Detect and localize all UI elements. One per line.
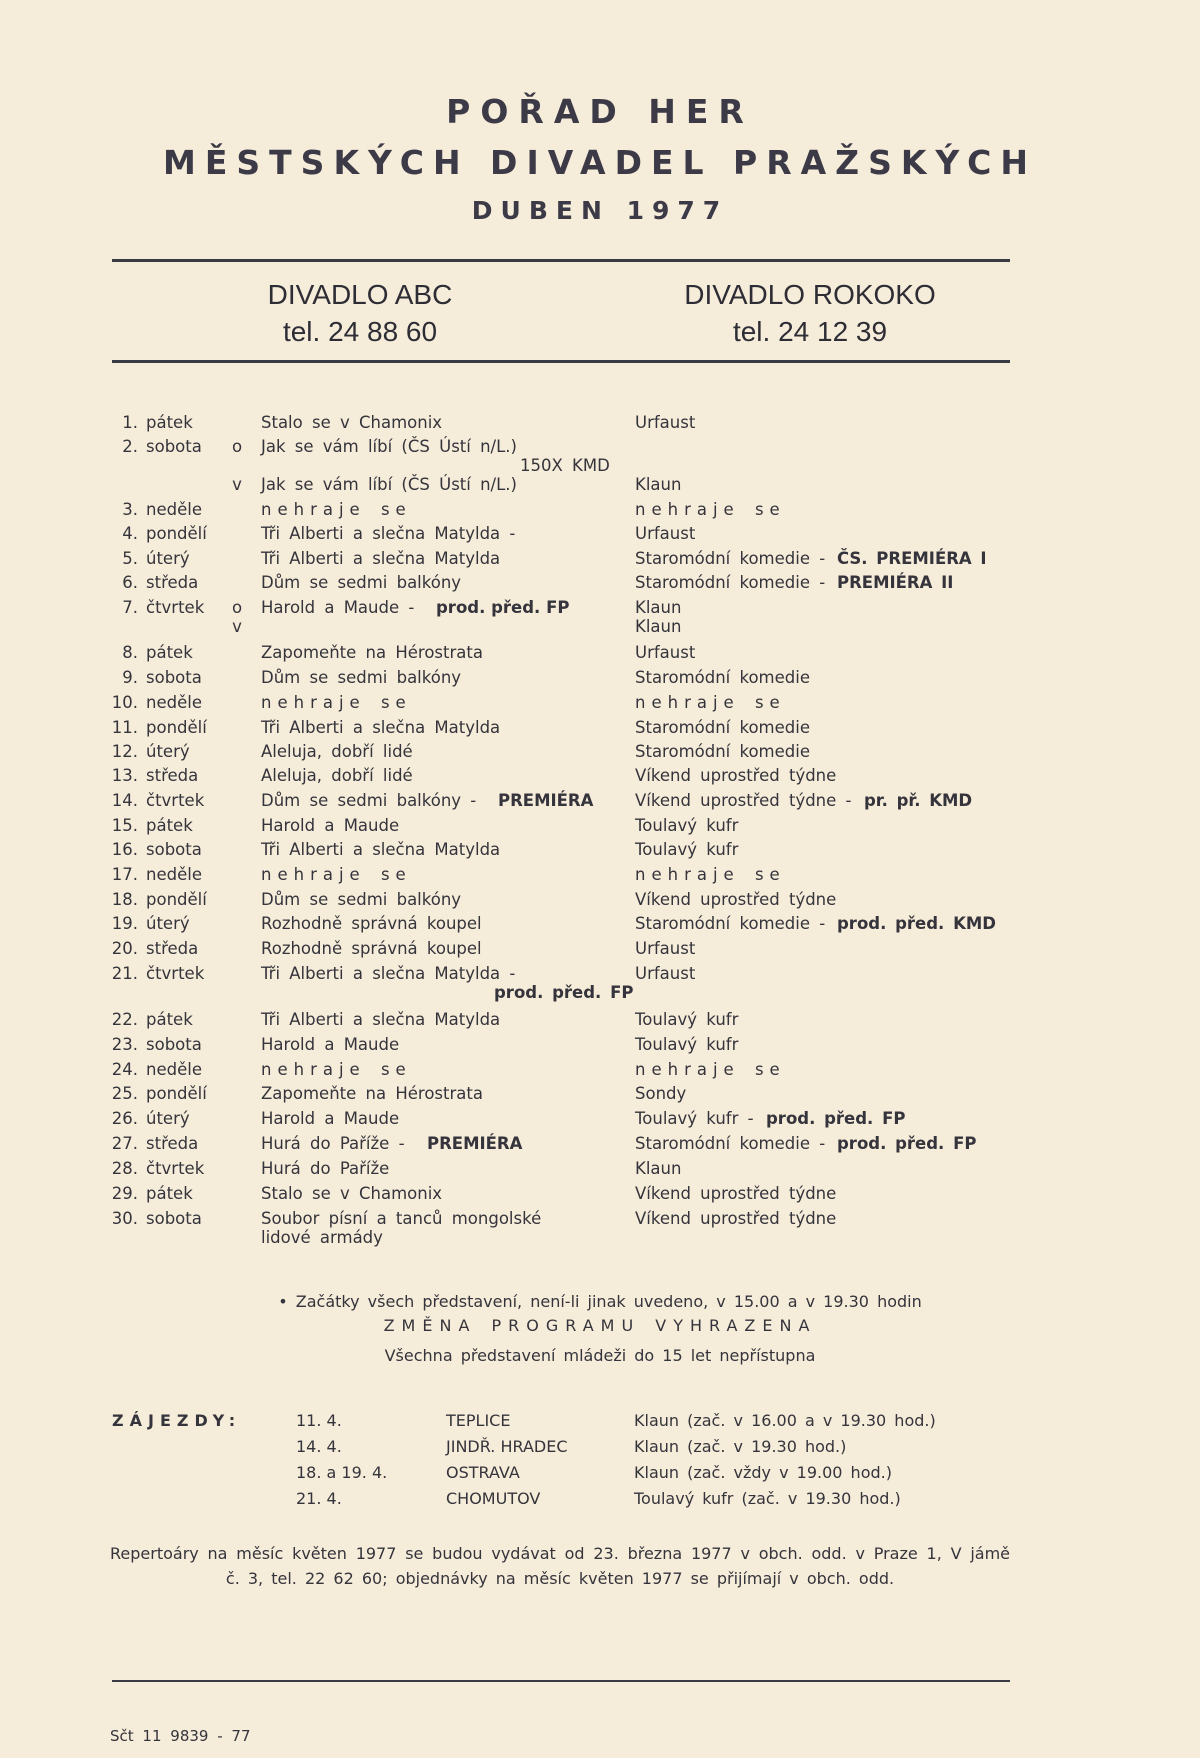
rokoko-play: Víkend uprostřed týdne bbox=[635, 1184, 837, 1203]
abc-play-highlight: prod. před. FP bbox=[494, 983, 634, 1002]
abc-play: Zapomeňte na Hérostrata bbox=[261, 1084, 483, 1103]
rokoko-play: Toulavý kufr bbox=[635, 1010, 739, 1029]
day-number: 28. bbox=[111, 1159, 138, 1178]
weekday: pondělí bbox=[146, 890, 207, 909]
rokoko-play: Toulavý kufr bbox=[635, 1035, 739, 1054]
weekday: úterý bbox=[146, 549, 190, 568]
abc-play: Harold a Maude bbox=[261, 816, 400, 835]
abc-play: Harold a Maude bbox=[261, 1109, 400, 1128]
trip-city: OSTRAVA bbox=[446, 1463, 520, 1482]
rokoko-play: Urfaust bbox=[635, 939, 696, 958]
youth-note: Všechna představení mládeži do 15 let nepřístupna bbox=[384, 1346, 816, 1365]
rokoko-play-highlight: prod. před. FP bbox=[766, 1109, 906, 1128]
abc-play: Jak se vám líbí (ČS Ústí n/L.) bbox=[261, 437, 517, 456]
rokoko-play: Urfaust bbox=[635, 964, 696, 983]
abc-play: nehraje se bbox=[261, 1060, 412, 1079]
weekday: pátek bbox=[146, 1010, 193, 1029]
rokoko-play: Urfaust bbox=[635, 524, 696, 543]
weekday: úterý bbox=[146, 1109, 190, 1128]
program-change-note: ZMĚNA PROGRAMU VYHRAZENA bbox=[383, 1316, 817, 1335]
rokoko-play: Klaun bbox=[635, 617, 682, 636]
rokoko-play-highlight: ČS. PREMIÉRA I bbox=[837, 549, 987, 568]
trip-date: 11. 4. bbox=[296, 1411, 342, 1430]
rokoko-play: nehraje se bbox=[635, 1060, 786, 1079]
day-number: 24. bbox=[111, 1060, 138, 1079]
rokoko-play: Klaun bbox=[635, 1159, 682, 1178]
trip-date: 21. 4. bbox=[296, 1489, 342, 1508]
abc-play: Dům se sedmi balkóny bbox=[261, 668, 462, 687]
abc-play-highlight: PREMIÉRA bbox=[498, 791, 594, 810]
abc-play-highlight: PREMIÉRA bbox=[427, 1134, 523, 1153]
abc-play: Harold a Maude - bbox=[261, 598, 415, 617]
abc-play: Dům se sedmi balkóny bbox=[261, 573, 462, 592]
weekday: neděle bbox=[146, 500, 202, 519]
abc-play: Tři Alberti a slečna Matylda bbox=[261, 1010, 501, 1029]
rokoko-play: Klaun bbox=[635, 598, 682, 617]
day-number: 1. bbox=[122, 413, 138, 432]
day-number: 15. bbox=[111, 816, 138, 835]
theatre-abc-phone: tel. 24 88 60 bbox=[282, 316, 438, 347]
abc-play: Tři Alberti a slečna Matylda bbox=[261, 549, 501, 568]
weekday: pondělí bbox=[146, 524, 207, 543]
day-number: 17. bbox=[111, 865, 138, 884]
day-number: 4. bbox=[122, 524, 138, 543]
weekday: sobota bbox=[146, 668, 202, 687]
abc-play: Dům se sedmi balkóny - bbox=[261, 791, 477, 810]
theatre-abc bbox=[150, 276, 570, 350]
rokoko-play: Toulavý kufr bbox=[635, 840, 739, 859]
trip-info: Toulavý kufr (zač. v 19.30 hod.) bbox=[634, 1489, 901, 1508]
weekday: středa bbox=[146, 1134, 199, 1153]
trip-info: Klaun (zač. v 19.30 hod.) bbox=[634, 1437, 847, 1456]
trip-info: Klaun (zač. vždy v 19.00 hod.) bbox=[634, 1463, 892, 1482]
rokoko-play-highlight: prod. před. KMD bbox=[837, 914, 996, 933]
abc-play: Hurá do Paříže - bbox=[261, 1134, 405, 1153]
day-number: 6. bbox=[122, 573, 138, 592]
rokoko-play: nehraje se bbox=[635, 865, 786, 884]
abc-play: lidové armády bbox=[261, 1228, 383, 1247]
rokoko-play: Víkend uprostřed týdne - bbox=[635, 791, 852, 810]
day-number: 13. bbox=[111, 766, 138, 785]
day-number: 19. bbox=[111, 914, 138, 933]
day-number: 27. bbox=[111, 1134, 138, 1153]
weekday: sobota bbox=[146, 1209, 202, 1228]
trips-label: ZÁJEZDY: bbox=[112, 1411, 242, 1430]
day-number: 23. bbox=[111, 1035, 138, 1054]
day-number: 22. bbox=[111, 1010, 138, 1029]
day-number: 10. bbox=[111, 693, 138, 712]
abc-play-note: 150X KMD bbox=[520, 456, 610, 475]
weekday: pátek bbox=[146, 413, 193, 432]
theatre-rokoko-phone: tel. 24 12 39 bbox=[732, 316, 888, 347]
abc-play: Dům se sedmi balkóny bbox=[261, 890, 462, 909]
day-number: 9. bbox=[122, 668, 138, 687]
trip-city: TEPLICE bbox=[446, 1411, 511, 1430]
performance-mark: o bbox=[231, 437, 243, 456]
theatre-rokoko-name: DIVADLO ROKOKO bbox=[684, 279, 936, 310]
start-times-note: • Začátky všech představení, není-li jinak uvedeno, v 15.00 a v 19.30 hodin bbox=[278, 1292, 922, 1311]
day-number: 21. bbox=[111, 964, 138, 983]
weekday: sobota bbox=[146, 840, 202, 859]
rokoko-play: Sondy bbox=[635, 1084, 687, 1103]
weekday: středa bbox=[146, 939, 199, 958]
day-number: 20. bbox=[111, 939, 138, 958]
rokoko-play: nehraje se bbox=[635, 500, 786, 519]
theatre-abc-name: DIVADLO ABC bbox=[267, 279, 453, 310]
weekday: čtvrtek bbox=[146, 1159, 205, 1178]
day-number: 30. bbox=[111, 1209, 138, 1228]
divider-bottom bbox=[112, 1680, 1010, 1682]
abc-play: Aleluja, dobří lidé bbox=[261, 742, 413, 761]
day-number: 11. bbox=[111, 718, 138, 737]
performance-mark: v bbox=[232, 475, 242, 494]
rokoko-play: Staromódní komedie bbox=[635, 718, 810, 737]
rokoko-play: Toulavý kufr bbox=[635, 816, 739, 835]
day-number: 29. bbox=[111, 1184, 138, 1203]
rokoko-play-highlight: PREMIÉRA II bbox=[837, 573, 954, 592]
rokoko-play: Urfaust bbox=[635, 413, 696, 432]
abc-play: Stalo se v Chamonix bbox=[261, 413, 443, 432]
theatre-rokoko bbox=[600, 276, 1020, 350]
rokoko-play: Toulavý kufr - bbox=[635, 1109, 754, 1128]
weekday: středa bbox=[146, 766, 199, 785]
abc-play: Jak se vám líbí (ČS Ústí n/L.) bbox=[261, 475, 517, 494]
weekday: čtvrtek bbox=[146, 791, 205, 810]
footer-text: Repertoáry na měsíc květen 1977 se budou vydávat od 23. března 1977 v obch. odd. v Praze 1, V jámě č. 3, tel. 22 62 60; objednávky na měsíc květen 1977 se přijímají v obch. odd. bbox=[110, 1544, 1010, 1588]
day-number: 5. bbox=[122, 549, 138, 568]
rokoko-play: Víkend uprostřed týdne bbox=[635, 766, 837, 785]
weekday: sobota bbox=[146, 437, 202, 456]
weekday: neděle bbox=[146, 693, 202, 712]
weekday: neděle bbox=[146, 1060, 202, 1079]
weekday: čtvrtek bbox=[146, 964, 205, 983]
weekday: sobota bbox=[146, 1035, 202, 1054]
rokoko-play: nehraje se bbox=[635, 693, 786, 712]
trip-city: JINDŘ. HRADEC bbox=[446, 1437, 568, 1456]
day-number: 3. bbox=[122, 500, 138, 519]
abc-play-highlight: prod. před. FP bbox=[436, 598, 570, 617]
abc-play: nehraje se bbox=[261, 500, 412, 519]
abc-play: Rozhodně správná koupel bbox=[261, 914, 482, 933]
rokoko-play: Staromódní komedie - bbox=[635, 1134, 826, 1153]
day-number: 25. bbox=[111, 1084, 138, 1103]
rokoko-play: Staromódní komedie bbox=[635, 668, 810, 687]
weekday: pátek bbox=[146, 643, 193, 662]
title-line-1: POŘAD HER bbox=[446, 92, 754, 131]
trip-info: Klaun (zač. v 16.00 a v 19.30 hod.) bbox=[634, 1411, 936, 1430]
weekday: pondělí bbox=[146, 718, 207, 737]
title-month: DUBEN 1977 bbox=[471, 196, 729, 225]
day-number: 2. bbox=[122, 437, 138, 456]
divider-header bbox=[112, 360, 1010, 363]
trip-date: 18. a 19. 4. bbox=[296, 1463, 388, 1482]
printer-code: Sčt 11 9839 - 77 bbox=[110, 1727, 251, 1745]
abc-play: Tři Alberti a slečna Matylda - bbox=[261, 964, 516, 983]
rokoko-play-highlight: pr. př. KMD bbox=[864, 791, 973, 810]
performance-mark: v bbox=[232, 617, 242, 636]
rokoko-play: Staromódní komedie bbox=[635, 742, 810, 761]
abc-play: Harold a Maude bbox=[261, 1035, 400, 1054]
abc-play: nehraje se bbox=[261, 865, 412, 884]
rokoko-play: Víkend uprostřed týdne bbox=[635, 1209, 837, 1228]
rokoko-play: Urfaust bbox=[635, 643, 696, 662]
day-number: 12. bbox=[111, 742, 138, 761]
weekday: pátek bbox=[146, 1184, 193, 1203]
day-number: 18. bbox=[111, 890, 138, 909]
abc-play: Tři Alberti a slečna Matylda bbox=[261, 718, 501, 737]
abc-play: Hurá do Paříže bbox=[261, 1159, 390, 1178]
weekday: pátek bbox=[146, 816, 193, 835]
abc-play: Tři Alberti a slečna Matylda bbox=[261, 840, 501, 859]
abc-play: Soubor písní a tanců mongolské bbox=[261, 1209, 542, 1228]
rokoko-play: Staromódní komedie - bbox=[635, 549, 826, 568]
rokoko-play: Víkend uprostřed týdne bbox=[635, 890, 837, 909]
performance-mark: o bbox=[231, 598, 243, 617]
day-number: 16. bbox=[111, 840, 138, 859]
abc-play: Aleluja, dobří lidé bbox=[261, 766, 413, 785]
weekday: úterý bbox=[146, 914, 190, 933]
abc-play: nehraje se bbox=[261, 693, 412, 712]
weekday: úterý bbox=[146, 742, 190, 761]
title-line-2: MĚSTSKÝCH DIVADEL PRAŽSKÝCH bbox=[163, 143, 1037, 182]
abc-play: Tři Alberti a slečna Matylda - bbox=[261, 524, 516, 543]
rokoko-play: Klaun bbox=[635, 475, 682, 494]
weekday: čtvrtek bbox=[146, 598, 205, 617]
abc-play: Stalo se v Chamonix bbox=[261, 1184, 443, 1203]
day-number: 14. bbox=[111, 791, 138, 810]
day-number: 26. bbox=[111, 1109, 138, 1128]
abc-play: Rozhodně správná koupel bbox=[261, 939, 482, 958]
weekday: neděle bbox=[146, 865, 202, 884]
rokoko-play: Staromódní komedie - bbox=[635, 573, 826, 592]
rokoko-play-highlight: prod. před. FP bbox=[837, 1134, 977, 1153]
weekday: pondělí bbox=[146, 1084, 207, 1103]
day-number: 8. bbox=[122, 643, 138, 662]
divider-top bbox=[112, 259, 1010, 262]
day-number: 7. bbox=[122, 598, 138, 617]
trip-city: CHOMUTOV bbox=[446, 1489, 541, 1508]
weekday: středa bbox=[146, 573, 199, 592]
trip-date: 14. 4. bbox=[296, 1437, 342, 1456]
abc-play: Zapomeňte na Hérostrata bbox=[261, 643, 483, 662]
rokoko-play: Staromódní komedie - bbox=[635, 914, 826, 933]
